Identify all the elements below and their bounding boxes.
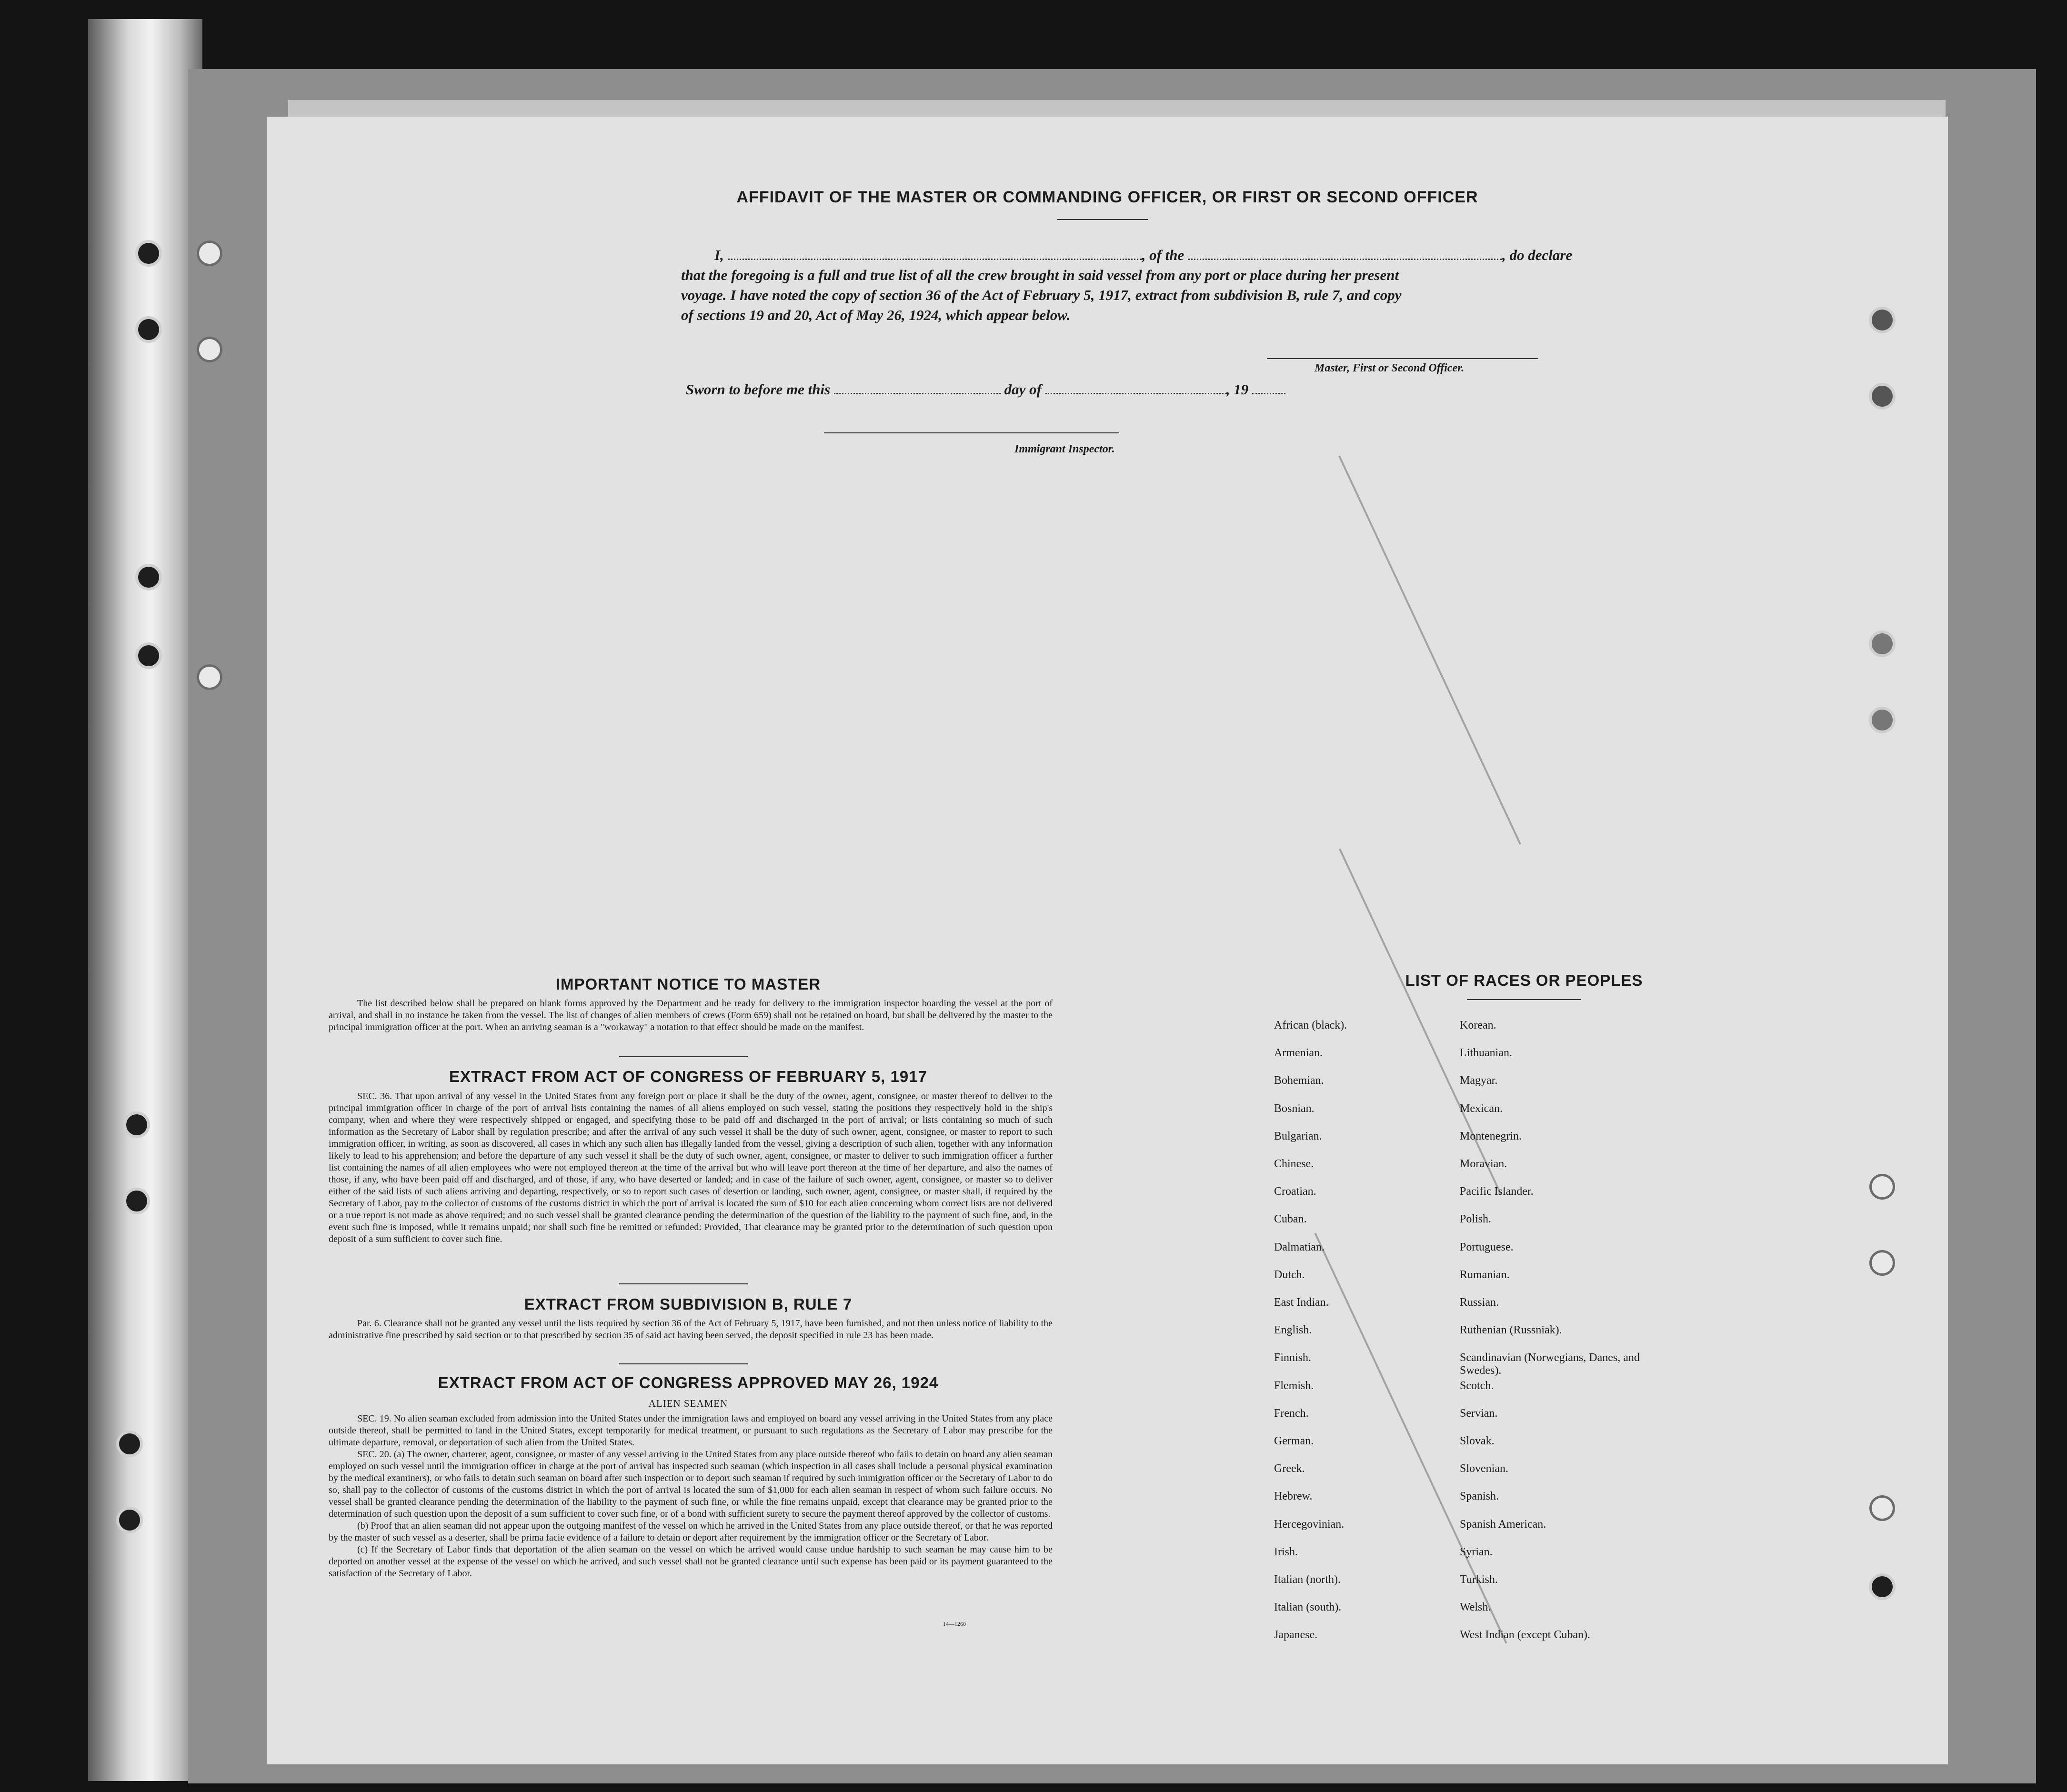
punch-hole [199,339,220,360]
race-item: Mexican. [1460,1102,1503,1115]
race-item: Irish. [1274,1545,1298,1558]
race-item: Slovak. [1460,1435,1495,1447]
sworn-line [686,381,1285,398]
race-item: Scotch. [1460,1379,1494,1392]
race-item: Pacific Islander. [1460,1185,1534,1198]
punch-hole [1872,1576,1893,1597]
race-item: Turkish. [1460,1573,1498,1586]
sworn-day-of: day of [1004,381,1042,398]
sec19-text: SEC. 19. No alien seaman excluded from admission into the United States under the immigration laws and employed on board any vessel arriving in the United States from any place outside thereof, shall be permitted to land in the United States, except temporarily for medical treatment, or pursuant to such regulations as the Secretary of Labor may prescribe for the ultimate departure, removal, or deportation of such alien from the United States. [329,1413,1053,1448]
inspector-label: Immigrant Inspector. [1014,443,1115,455]
race-item: Scandinavian (Norwegians, Danes, and Swedes). [1460,1352,1640,1377]
section-rule [619,1363,748,1364]
punch-hole [1872,1252,1893,1273]
race-item: East Indian. [1274,1296,1329,1309]
punch-hole [138,319,159,340]
race-item: Spanish. [1460,1490,1499,1503]
affidavit-of-the: , of the [1142,247,1184,263]
sec20c-text: (c) If the Secretary of Labor finds that deportation of the alien seaman on the vessel on which he arrived would cause undue hardship to such seaman he may cause him to be deported on another vessel at the expense of the vessel on which he arrived, and such vessel shall not be granted clearance until such expense has been paid or its payment guaranteed to the satisfaction of the Secretary of Labor. [329,1544,1053,1579]
race-item: Syrian. [1460,1545,1493,1558]
vessel-blank [1188,259,1502,260]
race-item: Magyar. [1460,1074,1498,1087]
affidavit-line3: voyage. I have noted the copy of section 36 of the Act of February 5, 1917, extract from subdivision B, rule 7, and copy [681,287,1402,303]
punch-hole [199,667,220,688]
races-title: LIST OF RACES OR PEOPLES [1405,971,1643,989]
affidavit-title: AFFIDAVIT OF THE MASTER OR COMMANDING OFFICER, OR FIRST OR SECOND OFFICER [736,188,1478,206]
race-item: Flemish. [1274,1379,1314,1392]
race-item: Hercegovinian. [1274,1518,1345,1531]
extract-1917-text: SEC. 36. That upon arrival of any vessel in the United States from any foreign port or place it shall be the duty of the owner, agent, consignee, or master thereof to deliver to the principal immigration officer in charge of the port of arrival lists containing the names of all aliens employed on such vessel, stating the positions they respectively hold in the ship's company, when and where they were respectively shipped or engaged, and specifying those to be paid off and discharged in the port of arrival; or lists containing so much of such information as the Secretary of Labor shall by regulation prescribe; and after the arrival of any such vessel it shall be the duty of such owner, agent, consignee, or master to report to such immigration officer, in writing, as soon as discovered, all cases in which any such alien has illegally landed from the vessel, giving a description of such alien, together with any information likely to lead to his apprehension; and before the departure of any such vessel it shall be the duty of such owner, agent, consignee, or master to deliver to such immigration officer a further list containing the names of all alien employees who were not employed thereon at the time of the arrival but who will leave port thereon at the time of her departure, and also the names of those, if any, who have been paid off and discharged, and of those, if any, who have deserted or landed; and in case of the failure of such owner, agent, consignee, or master so to deliver either of the said lists of such aliens arriving and departing, respectively, or so to report such cases of desertion or landing, such owner, agent, consignee, or master shall, if required by the Secretary of Labor, pay to the collector of customs of the customs district in which the port of arrival is located the sum of $10 for each alien concerning whom correct lists are not delivered or a true report is not made as above required; and no such vessel shall be granted clearance pending the determination of the question of the liability to the payment of such fine, and, in the event such fine is imposed, while it remains unpaid; nor shall such fine be remitted or refunded: Provided, That clearance may be granted prior to the determination of such question upon deposit of a sum sufficient to cover such fine. [329,1091,1053,1244]
race-item: Bulgarian. [1274,1130,1322,1142]
sec20a-text: SEC. 20. (a) The owner, charterer, agent, consignee, or master of any vessel arriving in the United States from any place outside thereof who fails to detain on board any alien seaman employed on such vessel until the immigration officer in charge at the port of arrival has inspected such seaman (which inspection in all cases shall include a personal physical examination by the medical examiners), or who fails to detain such seaman on board after such inspection or to deport such seaman if required by such immigration officer or the Secretary of Labor to do so, shall pay to the collector of customs of the customs district in which the port of arrival is located the sum of $1,000 for each alien seaman in respect of whom such failure occurs. No vessel shall be granted clearance pending the determination of the liability to the payment of such fine, or while the fine remains unpaid, except that clearance may be granted prior to the determination of such question upon the deposit of a sum sufficient to cover such fine, or of a bond with sufficient surety to secure the payment thereof approved by the collector of customs. [329,1449,1053,1519]
name-blank [728,259,1142,260]
affidavit-line4: of sections 19 and 20, Act of May 26, 1924, which appear below. [681,307,1071,323]
punch-hole [1872,310,1893,330]
punch-hole [1872,1176,1893,1197]
extract-1924-title: EXTRACT FROM ACT OF CONGRESS APPROVED MAY 26, 1924 [438,1374,939,1392]
form-number: 14—1260 [943,1621,966,1627]
punch-hole [1872,633,1893,654]
signature-line [1267,358,1538,359]
race-item: Moravian. [1460,1158,1507,1170]
race-item: Servian. [1460,1407,1498,1420]
inspector-line [824,432,1119,433]
race-item: English. [1274,1324,1312,1337]
punch-hole [1872,1498,1893,1519]
race-item: Slovenian. [1460,1462,1508,1475]
sworn-year-blank [1252,393,1285,394]
sworn-day-blank [834,393,1001,394]
notice-title: IMPORTANT NOTICE TO MASTER [555,975,821,993]
sworn-year: , 19 [1226,381,1249,398]
extract-1917-title: EXTRACT FROM ACT OF CONGRESS OF FEBRUARY 5, 1917 [449,1068,927,1085]
extract-rule7-title: EXTRACT FROM SUBDIVISION B, RULE 7 [524,1295,853,1313]
race-item: Spanish American. [1460,1518,1546,1531]
race-item: Korean. [1460,1019,1496,1031]
punch-hole [199,243,220,264]
pencil-mark [1338,455,1521,844]
punch-hole [119,1433,140,1454]
race-item: Dutch. [1274,1268,1305,1281]
race-item: Armenian. [1274,1047,1323,1060]
extract-rule7-text: Par. 6. Clearance shall not be granted any vessel until the lists required by section 36 of the Act of February 5, 1917, have been furnished, and not then unless notice of liability to the administrative fine prescribed by said section or to that prescribed by section 35 of said act having been served, the deposit specified in rule 23 has been made. [329,1318,1053,1341]
race-item: Welsh. [1460,1601,1491,1614]
punch-hole [1872,710,1893,731]
race-item: Ruthenian (Russniak). [1460,1324,1562,1337]
notice-text: The list described below shall be prepared on blank forms approved by the Department and be ready for delivery to the immigration inspector boarding the vessel at the port of arrival, and shall in no instance be taken from the vessel. The list of changes of alien members of crews (Form 659) shall not be retained on board, but shall be delivered by the master to the principal immigration officer at the port. When an arriving seaman is a "workaway" a notation to that effect should be made on the manifest. [329,998,1053,1032]
master-signature-label: Master, First or Second Officer. [1314,362,1465,374]
race-item: Bohemian. [1274,1074,1324,1087]
race-item: West Indian (except Cuban). [1460,1629,1590,1642]
race-item: Bosnian. [1274,1102,1314,1115]
affidavit-declare: , do declare [1502,247,1573,263]
punch-hole [138,243,159,264]
race-item: Polish. [1460,1213,1492,1226]
race-item: Italian (north). [1274,1573,1341,1586]
punch-hole [126,1114,147,1135]
race-item: Cuban. [1274,1213,1307,1226]
race-item: Italian (south). [1274,1601,1342,1614]
sec20b-text: (b) Proof that an alien seaman did not appear upon the outgoing manifest of the vessel on which he arrived in the United States from any place outside thereof, or that he was reported by the master of such vessel as a deserter, shall be prima facie evidence of a failure to detain or deport after requirement by the immigration officer or the Secretary of Labor. [329,1521,1053,1543]
punch-hole [138,645,159,666]
race-item: Russian. [1460,1296,1499,1309]
race-item: Japanese. [1274,1629,1318,1642]
race-item: Lithuanian. [1460,1047,1512,1060]
race-item: Montenegrin. [1460,1130,1522,1142]
affidavit-body [681,245,1834,325]
race-item: Croatian. [1274,1185,1316,1198]
section-rule [619,1283,748,1284]
race-item: Chinese. [1274,1158,1314,1170]
race-item: German. [1274,1435,1314,1447]
manifest-page [267,117,1948,1764]
punch-hole [1872,386,1893,407]
alien-seamen-subtitle: ALIEN SEAMEN [648,1398,728,1409]
race-item: Dalmatian. [1274,1241,1324,1253]
race-item: French. [1274,1407,1309,1420]
race-item: African (black). [1274,1019,1347,1031]
extract-1924-body [329,1413,1053,1580]
sworn-month-blank [1045,393,1226,394]
race-item: Finnish. [1274,1352,1312,1364]
affidavit-line2: that the foregoing is a full and true list of all the crew brought in said vessel from any port or place during her present [681,267,1399,283]
races-rule [1467,999,1581,1000]
section-rule [619,1056,748,1057]
punch-hole [119,1510,140,1531]
affidavit-line1-start: I, [714,247,724,263]
punch-hole [138,567,159,588]
sworn-prefix: Sworn to before me this [686,381,831,398]
race-item: Portuguese. [1460,1241,1514,1253]
race-item: Greek. [1274,1462,1305,1475]
punch-hole [126,1191,147,1211]
binder-strip [88,19,202,1781]
title-rule [1057,219,1148,220]
race-item: Rumanian. [1460,1268,1510,1281]
race-item: Hebrew. [1274,1490,1313,1503]
